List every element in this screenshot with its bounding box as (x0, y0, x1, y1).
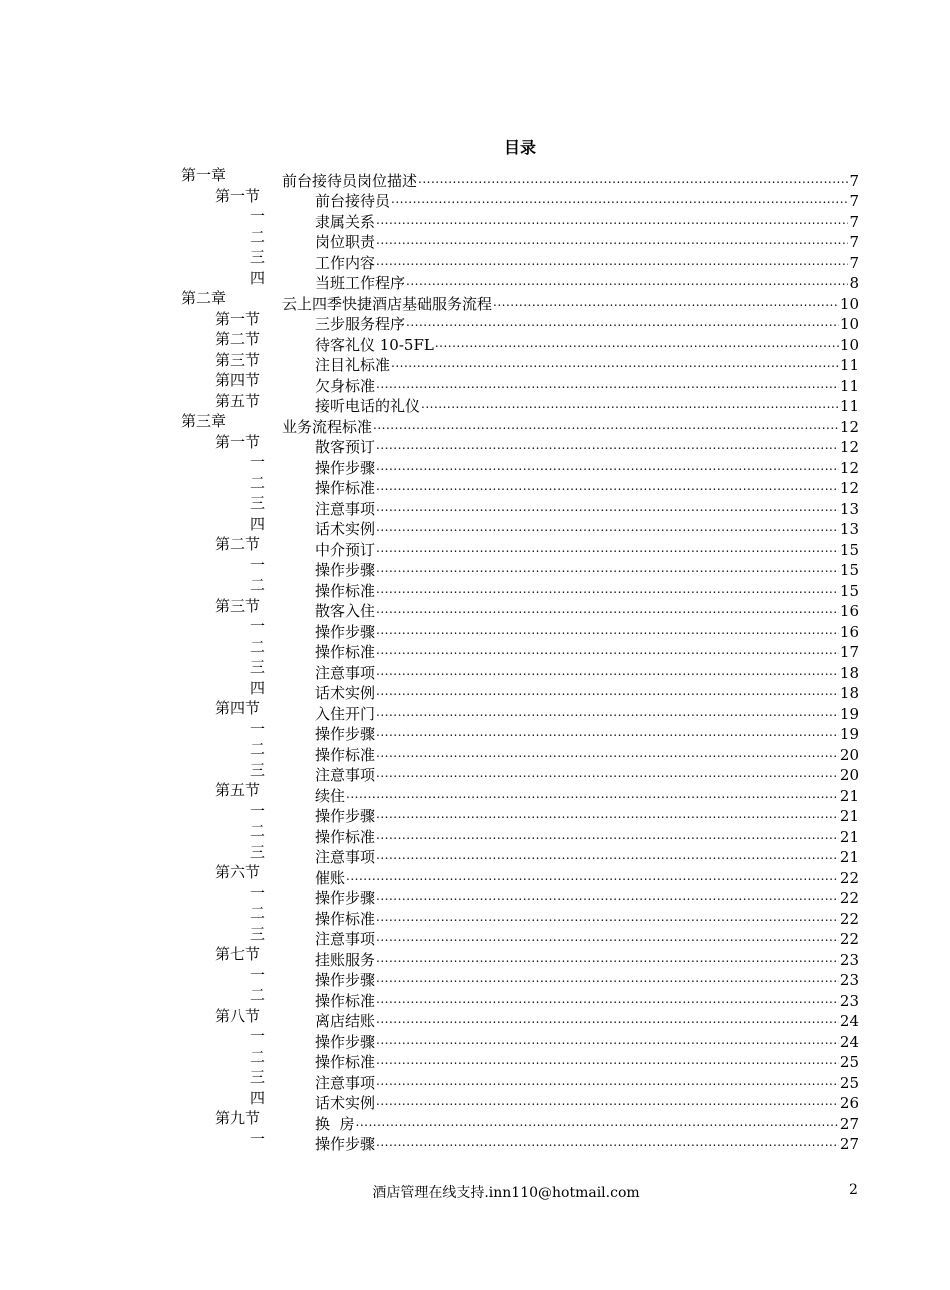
toc-dot-leader (376, 555, 839, 576)
toc-page-number: 21 (839, 827, 859, 846)
toc-page-number: 21 (839, 848, 859, 866)
toc-dot-leader (376, 1129, 839, 1150)
toc-page-number: 16 (839, 622, 859, 641)
toc-dot-leader (376, 719, 839, 740)
toc-entry-title: 话术实例 (315, 684, 376, 702)
toc-entry-chapter[interactable] (181, 165, 859, 190)
toc-entry-item[interactable] (181, 678, 859, 702)
toc-entry-chapter[interactable] (181, 411, 859, 436)
toc-entry-title: 操作标准 (315, 1053, 376, 1071)
toc-page-number: 22 (839, 868, 859, 887)
toc-entry-label: 二 (249, 740, 265, 758)
toc-page-number: 15 (839, 581, 859, 600)
toc-dot-leader (376, 637, 839, 658)
toc-entry-label: 三 (249, 248, 265, 266)
toc-page-number: 16 (839, 602, 859, 620)
toc-page-number: 12 (839, 438, 859, 456)
toc-entry-label: 第二节 (215, 535, 261, 553)
toc-entry-label: 第八节 (215, 1006, 261, 1025)
toc-entry-item[interactable] (181, 739, 859, 764)
toc-entry-title: 岗位职责 (315, 233, 376, 251)
toc-entry-label: 第四节 (215, 371, 261, 389)
footer-text: 酒店管理在线支持.inn110@hotmail.com (372, 1185, 640, 1201)
toc-entry-label: 一 (249, 617, 265, 635)
toc-dot-leader (376, 227, 848, 248)
toc-entry-title: 注意事项 (315, 1073, 376, 1092)
toc-entry-item[interactable] (181, 1129, 859, 1153)
toc-entry-section[interactable] (181, 391, 859, 415)
toc-dot-leader (421, 391, 839, 412)
toc-entry-title: 操作步骤 (315, 889, 376, 907)
toc-entry-item[interactable] (181, 206, 859, 231)
toc-dot-leader (376, 473, 839, 494)
toc-entry-title: 待客礼仪 10-5FL (315, 335, 434, 354)
toc-entry-item[interactable] (181, 473, 859, 497)
toc-entry-label: 第七节 (215, 945, 261, 963)
toc-entry-label: 三 (249, 658, 265, 676)
toc-page-number: 18 (839, 684, 859, 702)
toc-entry-label: 一 (249, 719, 265, 738)
toc-entry-title: 工作内容 (315, 253, 376, 272)
toc-entry-item[interactable] (181, 965, 859, 989)
toc-entry-label: 第三节 (215, 350, 261, 369)
toc-entry-label: 第一章 (181, 166, 227, 184)
toc-dot-leader (346, 862, 839, 883)
toc-page-number: 10 (839, 294, 859, 313)
toc-entry-chapter[interactable] (181, 288, 859, 313)
toc-entry-title: 操作标准 (315, 745, 376, 764)
toc-entry-item[interactable] (181, 555, 859, 579)
toc-dot-leader (376, 534, 839, 555)
toc-page-number: 10 (839, 315, 859, 333)
toc-entry-title: 操作标准 (315, 581, 376, 600)
toc-entry-label: 二 (249, 904, 265, 922)
toc-entry-label: 二 (249, 822, 265, 840)
toc-entry-title: 离店结账 (315, 1012, 376, 1030)
toc-entry-label: 第一节 (215, 309, 261, 328)
toc-page-number: 25 (839, 1053, 859, 1071)
toc-entry-title: 操作步骤 (315, 725, 376, 743)
toc-entry-section[interactable] (181, 432, 859, 456)
toc-entry-title: 散客预订 (315, 438, 376, 456)
toc-page-number: 20 (839, 745, 859, 764)
toc-page-number: 21 (839, 786, 859, 805)
toc-dot-leader (376, 432, 839, 453)
toc-entry-label: 第三节 (215, 596, 261, 615)
toc-entry-title: 注意事项 (315, 930, 376, 948)
toc-page-number: 15 (839, 561, 859, 579)
toc-page-number: 15 (839, 540, 859, 559)
toc-entry-title: 注目礼标准 (315, 356, 391, 374)
toc-entry-label: 第二节 (215, 330, 261, 348)
toc-entry-title: 注意事项 (315, 499, 376, 518)
toc-page-number: 27 (839, 1135, 859, 1153)
toc-page-number: 13 (839, 499, 859, 518)
toc-entry-label: 三 (249, 842, 265, 861)
toc-entry-title: 操作步骤 (315, 622, 376, 641)
toc-entry-title: 操作标准 (315, 827, 376, 846)
toc-dot-leader (376, 965, 839, 986)
toc-entry-label: 一 (249, 1129, 265, 1148)
toc-entry-title: 操作步骤 (315, 458, 376, 477)
toc-entry-title: 挂账服务 (315, 950, 376, 969)
toc-entry-label: 二 (249, 227, 265, 246)
toc-entry-title: 催账 (315, 868, 346, 887)
toc-page-number: 7 (849, 212, 859, 231)
toc-page-number: 26 (839, 1094, 859, 1112)
toc-entry-title: 云上四季快捷酒店基础服务流程 (282, 294, 493, 313)
toc-page-number: 25 (839, 1073, 859, 1092)
toc-entry-title: 当班工作程序 (315, 274, 406, 292)
toc-dot-leader (376, 1026, 839, 1047)
toc-page-number: 21 (839, 807, 859, 825)
toc-dot-leader (376, 760, 839, 781)
toc-page-number: 27 (839, 1114, 859, 1133)
toc-dot-leader (391, 186, 848, 207)
toc-entry-item[interactable] (181, 1047, 859, 1071)
toc-page-number: 19 (839, 704, 859, 723)
toc-dot-leader (376, 842, 839, 863)
toc-dot-leader (435, 329, 839, 350)
toc-entry-title: 操作标准 (315, 909, 376, 928)
toc-entry-item[interactable] (181, 575, 859, 600)
toc-entry-item[interactable] (181, 985, 859, 1010)
toc-entry-title: 操作步骤 (315, 971, 376, 989)
toc-dot-leader (376, 801, 839, 822)
toc-entry-label: 第一节 (215, 432, 261, 451)
toc-entry-label: 第五节 (215, 781, 261, 799)
toc-entry-line (315, 1129, 859, 1155)
toc-entry-item[interactable] (181, 1088, 859, 1112)
toc-entry-item[interactable] (181, 637, 859, 661)
toc-entry-label: 二 (249, 473, 265, 492)
toc-entry-label: 二 (249, 576, 265, 594)
toc-page-number: 8 (849, 274, 859, 292)
toc-page-number: 11 (839, 376, 859, 395)
toc-entry-label: 一 (249, 883, 265, 902)
toc-entry-label: 三 (249, 494, 265, 512)
toc-dot-leader (373, 411, 839, 432)
toc-dot-leader (418, 165, 848, 186)
toc-entry-item[interactable] (181, 760, 859, 784)
toc-entry-title: 操作步骤 (315, 1135, 376, 1153)
toc-entry-label: 二 (249, 1047, 265, 1066)
toc-entry-label: 第四节 (215, 699, 261, 717)
toc-entry-label: 四 (249, 268, 265, 287)
toc-entry-title: 欠身标准 (315, 376, 376, 395)
toc-page-number: 12 (839, 417, 859, 436)
toc-entry-item[interactable] (181, 616, 859, 641)
toc-entry-title: 话术实例 (315, 520, 376, 538)
toc-entry-title: 操作标准 (315, 991, 376, 1010)
toc-dot-leader (376, 1047, 839, 1068)
toc-entry-item[interactable] (181, 514, 859, 538)
toc-entry-label: 四 (249, 678, 265, 697)
toc-dot-leader (376, 206, 848, 227)
toc-page-number: 24 (839, 1012, 859, 1030)
toc-dot-leader (376, 985, 839, 1006)
toc-entry-title: 入住开门 (315, 704, 376, 723)
toc-dot-leader (406, 309, 839, 330)
toc-entry-label: 四 (249, 1088, 265, 1107)
toc-entry-label: 第六节 (215, 863, 261, 881)
toc-entry-item[interactable] (181, 801, 859, 825)
toc-entry-label: 三 (249, 1068, 265, 1086)
toc-page-number: 7 (849, 171, 859, 190)
toc-entry-item[interactable] (181, 924, 859, 948)
toc-page-number: 12 (839, 458, 859, 477)
toc-entry-title: 操作步骤 (315, 807, 376, 825)
toc-entry-item[interactable] (181, 1026, 859, 1051)
toc-entry-label: 一 (249, 453, 265, 471)
toc-entry-title: 操作标准 (315, 479, 376, 497)
toc-page-number: 13 (839, 520, 859, 538)
toc-entry-item[interactable] (181, 268, 859, 292)
toc-page-number: 12 (839, 479, 859, 497)
toc-entry-section[interactable] (181, 944, 859, 969)
toc-dot-leader (376, 616, 839, 637)
toc-dot-leader (376, 698, 839, 719)
toc-entry-section[interactable] (181, 186, 859, 210)
toc-page-number: 17 (839, 643, 859, 661)
toc-entry-item[interactable] (181, 452, 859, 477)
toc-entry-label: 一 (249, 207, 265, 225)
toc-dot-leader (376, 883, 839, 904)
toc-page-number: 11 (839, 356, 859, 374)
toc-dot-leader (376, 1006, 839, 1027)
toc-entry-label: 第五节 (215, 391, 261, 410)
toc-page-number: 23 (839, 950, 859, 969)
toc-page-number: 22 (839, 889, 859, 907)
toc-entry-label: 一 (249, 965, 265, 984)
toc-page-number: 23 (839, 971, 859, 989)
toc-entry-section[interactable] (181, 329, 859, 354)
toc-entry-item[interactable] (181, 1067, 859, 1092)
toc-entry-section[interactable] (181, 1108, 859, 1133)
toc-entry-section[interactable] (181, 350, 859, 374)
toc-entry-title: 三步服务程序 (315, 315, 406, 333)
toc-dot-leader (346, 780, 839, 801)
footer-page-number: 2 (849, 1182, 858, 1198)
toc-entry-item[interactable] (181, 247, 859, 272)
toc-entry-label: 一 (249, 1027, 265, 1045)
toc-page-number: 7 (849, 253, 859, 272)
toc-entry-title: 中介预订 (315, 540, 376, 559)
toc-dot-leader (376, 514, 839, 535)
toc-entry-title: 接听电话的礼仪 (315, 397, 421, 415)
toc-page-number: 22 (839, 909, 859, 928)
toc-page-number: 22 (839, 930, 859, 948)
toc-entry-section[interactable] (181, 370, 859, 395)
toc-entry-title: 业务流程标准 (282, 417, 373, 436)
toc-entry-section[interactable] (181, 534, 859, 559)
toc-entry-label: 一 (249, 555, 265, 574)
toc-entry-section[interactable] (181, 698, 859, 723)
toc-entry-item[interactable] (181, 493, 859, 518)
toc-entry-label: 四 (249, 514, 265, 533)
toc-entry-section[interactable] (181, 309, 859, 333)
table-of-contents (181, 165, 859, 1153)
toc-dot-leader (376, 944, 839, 965)
toc-entry-title: 注意事项 (315, 848, 376, 866)
toc-entry-label: 二 (249, 637, 265, 656)
toc-dot-leader (493, 288, 839, 309)
toc-entry-title: 前台接待员岗位描述 (282, 171, 418, 190)
toc-dot-leader (376, 370, 839, 391)
toc-page-number: 23 (839, 991, 859, 1010)
toc-entry-label: 一 (249, 801, 265, 820)
toc-dot-leader (376, 596, 839, 617)
toc-entry-section[interactable] (181, 596, 859, 620)
toc-entry-title: 操作步骤 (315, 561, 376, 579)
toc-entry-title: 隶属关系 (315, 212, 376, 231)
toc-entry-title: 注意事项 (315, 663, 376, 682)
toc-entry-title: 散客入住 (315, 602, 376, 620)
toc-page-number: 24 (839, 1032, 859, 1051)
toc-entry-title: 话术实例 (315, 1094, 376, 1112)
toc-dot-leader (391, 350, 839, 371)
toc-dot-leader (376, 247, 848, 268)
toc-dot-leader (376, 575, 839, 596)
toc-dot-leader (376, 493, 839, 514)
toc-dot-leader (406, 268, 848, 289)
toc-entry-title: 续住 (315, 786, 346, 805)
toc-page-number: 7 (849, 192, 859, 210)
toc-entry-title: 换 房 (315, 1114, 355, 1133)
toc-entry-item[interactable] (181, 719, 859, 743)
toc-dot-leader (376, 452, 839, 473)
toc-entry-title: 前台接待员 (315, 192, 391, 210)
toc-entry-item[interactable] (181, 842, 859, 866)
toc-entry-label: 三 (249, 760, 265, 779)
toc-dot-leader (376, 739, 839, 760)
toc-entry-label: 第一节 (215, 186, 261, 205)
toc-entry-section[interactable] (181, 780, 859, 805)
toc-entry-title: 操作步骤 (315, 1032, 376, 1051)
toc-entry-label: 第九节 (215, 1109, 261, 1127)
toc-dot-leader (376, 821, 839, 842)
toc-entry-item[interactable] (181, 883, 859, 907)
toc-entry-label: 二 (249, 986, 265, 1004)
toc-entry-label: 第三章 (181, 412, 227, 430)
toc-dot-leader (376, 657, 839, 678)
toc-entry-label: 三 (249, 924, 265, 943)
toc-entry-item[interactable] (181, 227, 859, 251)
toc-entry-item[interactable] (181, 821, 859, 846)
toc-page-number: 18 (839, 663, 859, 682)
toc-dot-leader (376, 903, 839, 924)
toc-entry-label: 第二章 (181, 289, 227, 307)
toc-entry-title: 注意事项 (315, 766, 376, 784)
toc-entry-title: 操作标准 (315, 643, 376, 661)
toc-dot-leader (376, 1067, 839, 1088)
toc-page-number: 20 (839, 766, 859, 784)
toc-entry-item[interactable] (181, 903, 859, 928)
toc-page-number: 7 (849, 233, 859, 251)
toc-page-number: 19 (839, 725, 859, 743)
toc-title: 目录 (503, 138, 536, 157)
toc-page-number: 10 (839, 335, 859, 354)
toc-dot-leader (376, 924, 839, 945)
toc-dot-leader (376, 678, 839, 699)
toc-entry-section[interactable] (181, 1006, 859, 1030)
toc-dot-leader (376, 1088, 839, 1109)
toc-page-number: 11 (839, 397, 859, 415)
toc-dot-leader (356, 1108, 839, 1129)
toc-entry-item[interactable] (181, 657, 859, 682)
toc-entry-section[interactable] (181, 862, 859, 887)
